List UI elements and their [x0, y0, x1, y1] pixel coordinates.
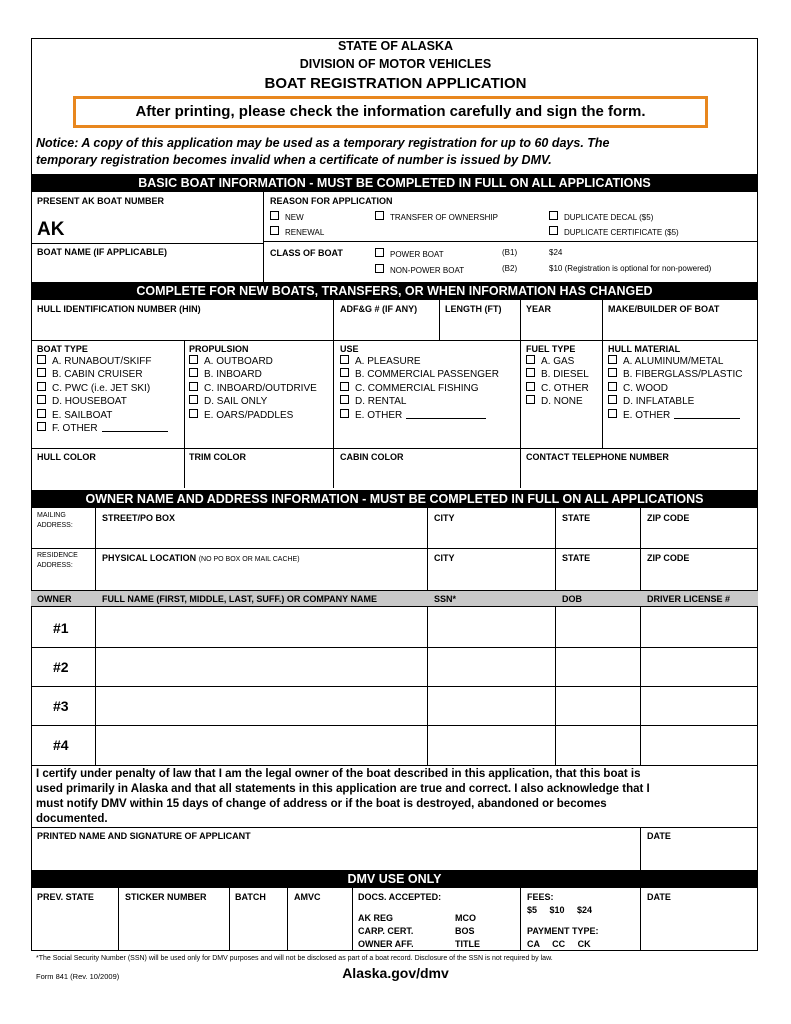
propulsion-option[interactable]: B. INBOARD — [189, 368, 317, 381]
col-name: FULL NAME (FIRST, MIDDLE, LAST, SUFF.) OR COMPANY NAME — [102, 594, 377, 604]
hull-color-label: HULL COLOR — [37, 452, 96, 462]
check-banner: After printing, please check the information carefully and sign the form. — [73, 96, 708, 128]
hull-option[interactable]: D. INFLATABLE — [608, 395, 742, 408]
boat-type-option[interactable]: E. SAILBOAT — [37, 409, 168, 422]
new-boats-bar: COMPLETE FOR NEW BOATS, TRANSFERS, OR WHEN INFORMATION HAS CHANGED — [31, 282, 758, 300]
class-power-code: (B1) — [502, 248, 518, 257]
hull-label: HULL MATERIAL — [608, 344, 681, 354]
reason-renewal[interactable]: RENEWAL — [270, 226, 324, 237]
owner-bar: OWNER NAME AND ADDRESS INFORMATION - MUST BE COMPLETED IN FULL ON ALL APPLICATIONS — [31, 490, 758, 508]
payment-types: CA CC CK — [527, 939, 591, 949]
mail-zip-label: ZIP CODE — [647, 513, 690, 523]
reason-transfer-checkbox[interactable] — [375, 211, 384, 220]
reason-new[interactable]: NEW — [270, 211, 304, 222]
year-label: YEAR — [526, 304, 552, 314]
docs-carp: CARP. CERT. — [358, 926, 414, 936]
col-dl: DRIVER LICENSE # — [647, 594, 731, 604]
ssn-note: *The Social Security Number (SSN) will be used only for DMV purposes and will not be disclosed as part of a boat record. Disclosure of the SSN is not required by law. — [36, 955, 553, 962]
owner-row-1: #1 — [53, 620, 69, 636]
dmv-bar: DMV USE ONLY — [31, 870, 758, 888]
class-power-fee: $24 — [549, 248, 563, 257]
residence-label-2: ADDRESS: — [37, 562, 73, 569]
header-state: STATE OF ALASKA — [337, 39, 454, 53]
reason-dup-cert-checkbox[interactable] — [549, 226, 558, 235]
hull-option[interactable]: C. WOOD — [608, 382, 742, 395]
street-label: STREET/PO BOX — [102, 513, 176, 523]
payment-label: PAYMENT TYPE: — [527, 926, 599, 936]
propulsion-option[interactable]: C. INBOARD/OUTDRIVE — [189, 382, 317, 395]
sticker-label: STICKER NUMBER — [125, 892, 207, 902]
hull-list — [608, 355, 742, 422]
present-number-label: PRESENT AK BOAT NUMBER — [37, 196, 165, 206]
hull-option[interactable]: E. OTHER — [608, 409, 742, 422]
basic-info-bar: BASIC BOAT INFORMATION - MUST BE COMPLETED IN FULL ON ALL APPLICATIONS — [31, 174, 758, 192]
make-label: MAKE/BUILDER OF BOAT — [608, 304, 720, 314]
form-number: Form 841 (Rev. 10/2009) — [36, 972, 120, 981]
notice-line-2: temporary registration becomes invalid when a certificate of number is issued by DMV. — [36, 153, 552, 167]
signature-date-label: DATE — [647, 831, 671, 841]
propulsion-label: PROPULSION — [189, 344, 249, 354]
propulsion-option[interactable]: D. SAIL ONLY — [189, 395, 317, 408]
dmv-url[interactable]: Alaska.gov/dmv — [342, 965, 449, 981]
length-label: LENGTH (FT) — [445, 304, 502, 314]
reason-dup-decal[interactable]: DUPLICATE DECAL ($5) — [549, 211, 653, 222]
propulsion-option[interactable]: A. OUTBOARD — [189, 355, 317, 368]
class-power-checkbox[interactable] — [375, 248, 384, 257]
owner-row-2: #2 — [53, 659, 69, 675]
reason-dup-cert[interactable]: DUPLICATE CERTIFICATE ($5) — [549, 226, 679, 237]
reason-label: REASON FOR APPLICATION — [270, 196, 393, 206]
boat-type-list — [37, 355, 168, 435]
class-nonpower-checkbox[interactable] — [375, 264, 384, 273]
boat-type-option[interactable]: B. CABIN CRUISER — [37, 368, 168, 381]
hull-option[interactable]: B. FIBERGLASS/PLASTIC — [608, 368, 742, 381]
class-label: CLASS OF BOAT — [270, 248, 343, 258]
reason-transfer[interactable]: TRANSFER OF OWNERSHIP — [375, 211, 498, 222]
hin-label: HULL IDENTIFICATION NUMBER (HIN) — [37, 304, 201, 314]
mailing-label-2: ADDRESS: — [37, 522, 73, 529]
class-power[interactable]: POWER BOAT — [375, 248, 444, 259]
fuel-option[interactable]: A. GAS — [526, 355, 589, 368]
owner-row-4: #4 — [53, 737, 69, 753]
fee-amounts: $5 $10 $24 — [527, 905, 593, 915]
mail-city-label: CITY — [434, 513, 455, 523]
fuel-option[interactable]: B. DIESEL — [526, 368, 589, 381]
col-ssn: SSN* — [434, 594, 457, 604]
class-nonpower-fee: $10 (Registration is optional for non-powered) — [549, 264, 712, 273]
present-number-value[interactable]: AK — [37, 219, 65, 240]
notice-line-1: Notice: A copy of this application may be used as a temporary registration for up to 60 days. The — [36, 136, 610, 150]
use-option[interactable]: B. COMMERCIAL PASSENGER — [340, 368, 499, 381]
boat-type-option[interactable]: D. HOUSEBOAT — [37, 395, 168, 408]
boat-type-label: BOAT TYPE — [37, 344, 88, 354]
docs-mco: MCO — [455, 913, 476, 923]
cabin-color-label: CABIN COLOR — [340, 452, 404, 462]
use-option[interactable]: A. PLEASURE — [340, 355, 499, 368]
batch-label: BATCH — [235, 892, 266, 902]
owner-row-3: #3 — [53, 698, 69, 714]
col-owner: OWNER — [37, 594, 72, 604]
docs-label: DOCS. ACCEPTED: — [358, 892, 442, 902]
boat-name-label: BOAT NAME (IF APPLICABLE) — [37, 247, 167, 257]
docs-bos: BOS — [455, 926, 475, 936]
header-division: DIVISION OF MOTOR VEHICLES — [299, 57, 492, 71]
hull-option[interactable]: A. ALUMINUM/METAL — [608, 355, 742, 368]
res-city-label: CITY — [434, 553, 455, 563]
signature-label: PRINTED NAME AND SIGNATURE OF APPLICANT — [37, 831, 251, 841]
propulsion-option[interactable]: E. OARS/PADDLES — [189, 409, 317, 422]
certification-text: I certify under penalty of law that I am the legal owner of the boat described in this application, that this boat is used primarily in Alaska and that all statements in this application are true and correct. I also acknowledge that I must notify DMV within 15 days of change of address or if the boat is destroyed, abandoned or becomes documented. — [36, 768, 650, 825]
fees-label: FEES: — [527, 892, 554, 902]
res-state-label: STATE — [562, 553, 591, 563]
use-option[interactable]: D. RENTAL — [340, 395, 499, 408]
docs-ak-reg: AK REG — [358, 913, 394, 923]
fuel-label: FUEL TYPE — [526, 344, 576, 354]
reason-dup-decal-checkbox[interactable] — [549, 211, 558, 220]
fuel-list — [526, 355, 589, 409]
boat-type-option[interactable]: A. RUNABOUT/SKIFF — [37, 355, 168, 368]
adfg-label: ADF&G # (IF ANY) — [340, 304, 418, 314]
propulsion-list — [189, 355, 317, 422]
dmv-date-label: DATE — [647, 892, 671, 902]
use-option[interactable]: E. OTHER — [340, 409, 499, 422]
class-nonpower-code: (B2) — [502, 264, 518, 273]
fuel-option[interactable]: C. OTHER — [526, 382, 589, 395]
prev-state-label: PREV. STATE — [37, 892, 94, 902]
class-nonpower[interactable]: NON-POWER BOAT — [375, 264, 464, 275]
use-label: USE — [340, 344, 359, 354]
form-title: BOAT REGISTRATION APPLICATION — [264, 75, 527, 92]
use-list — [340, 355, 499, 422]
mail-state-label: STATE — [562, 513, 591, 523]
docs-owner-aff: OWNER AFF. — [358, 939, 414, 949]
phone-label: CONTACT TELEPHONE NUMBER — [526, 452, 669, 462]
physical-label: PHYSICAL LOCATION (NO PO BOX OR MAIL CACHE) — [102, 553, 300, 563]
reason-renewal-checkbox[interactable] — [270, 226, 279, 235]
reason-new-checkbox[interactable] — [270, 211, 279, 220]
docs-title: TITLE — [455, 939, 480, 949]
col-dob: DOB — [562, 594, 582, 604]
amvc-label: AMVC — [294, 892, 321, 902]
res-zip-label: ZIP CODE — [647, 553, 690, 563]
use-option[interactable]: C. COMMERCIAL FISHING — [340, 382, 499, 395]
fuel-option[interactable]: D. NONE — [526, 395, 589, 408]
mailing-label-1: MAILING — [37, 512, 66, 519]
trim-color-label: TRIM COLOR — [189, 452, 246, 462]
boat-type-option[interactable]: F. OTHER — [37, 422, 168, 435]
boat-type-option[interactable]: C. PWC (i.e. JET SKI) — [37, 382, 168, 395]
residence-label-1: RESIDENCE — [37, 552, 78, 559]
